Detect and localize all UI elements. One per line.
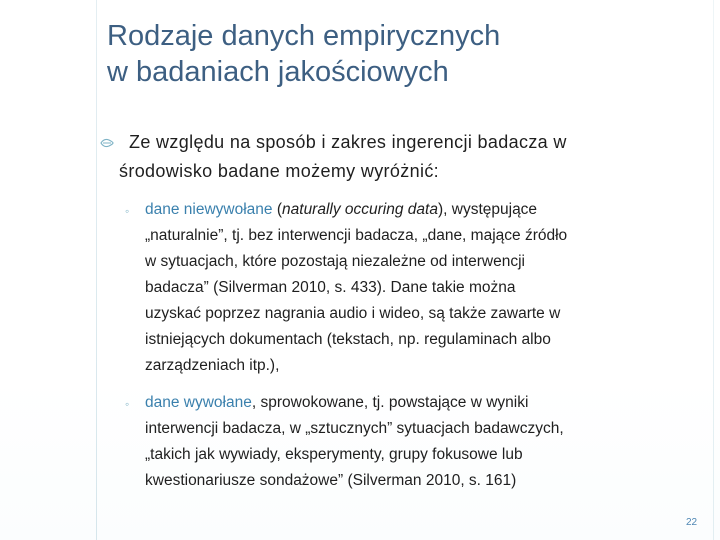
- slide-left-rule: [96, 0, 97, 540]
- slide-title-line-2: w badaniach jakościowych: [107, 56, 449, 88]
- sub-bullet-marker: ◦: [125, 204, 130, 218]
- sub-bullet-line: [145, 197, 695, 223]
- main-bullet-text: [119, 128, 699, 186]
- sub-bullet-line: zarządzeniach itp.),: [145, 357, 280, 374]
- sub-bullet-line: [145, 390, 695, 416]
- main-bullet-point: [119, 128, 699, 186]
- term-undisturbed-data: dane niewywołane: [145, 201, 273, 218]
- sub-bullet-undisturbed-data: [125, 197, 695, 379]
- sub-bullet-line: istniejących dokumentach (tekstach, np. regulaminach albo: [145, 331, 551, 348]
- main-bullet-line-2: środowisko badane możemy wyróżnić:: [119, 161, 440, 181]
- main-bullet-line-1: Ze względu na sposób i zakres ingerencji badacza w: [129, 132, 567, 152]
- sub-bullet-line: badacza” (Silverman 2010, s. 433). Dane takie można: [145, 279, 516, 296]
- slide-title: [107, 18, 687, 90]
- slide-right-rule: [713, 0, 714, 540]
- sub-bullet-marker: ◦: [125, 397, 130, 411]
- english-term: naturally occuring data: [282, 201, 438, 218]
- sub-bullet-line: uzyskać poprzez nagrania audio i wideo, są także zawarte w: [145, 305, 561, 322]
- slide-title-line-1: Rodzaje danych empirycznych: [107, 20, 501, 52]
- sub-bullet-line: interwencji badacza, w „sztucznych” sytuacjach badawczych,: [145, 420, 564, 437]
- sub-bullet-line: „takich jak wywiady, eksperymenty, grupy fokusowe lub: [145, 446, 523, 463]
- paren-open: (: [272, 201, 283, 218]
- sub-bullet-line: w sytuacjach, które pozostają niezależne od interwencji: [145, 253, 525, 270]
- sub-bullet-rest: ), występujące: [437, 201, 538, 218]
- sub-bullet-line: „naturalnie”, tj. bez interwencji badacza, „dane, mające źródło: [145, 227, 568, 244]
- term-elicited-data: dane wywołane: [145, 394, 252, 411]
- sub-bullet-line: kwestionariusze sondażowe” (Silverman 2010, s. 161): [145, 472, 517, 489]
- ornamental-bullet-icon: [100, 137, 114, 149]
- sub-bullet-rest: , sprowokowane, tj. powstające w wyniki: [251, 394, 529, 411]
- sub-bullet-elicited-data: [125, 390, 695, 494]
- slide-page-number: 22: [686, 517, 698, 528]
